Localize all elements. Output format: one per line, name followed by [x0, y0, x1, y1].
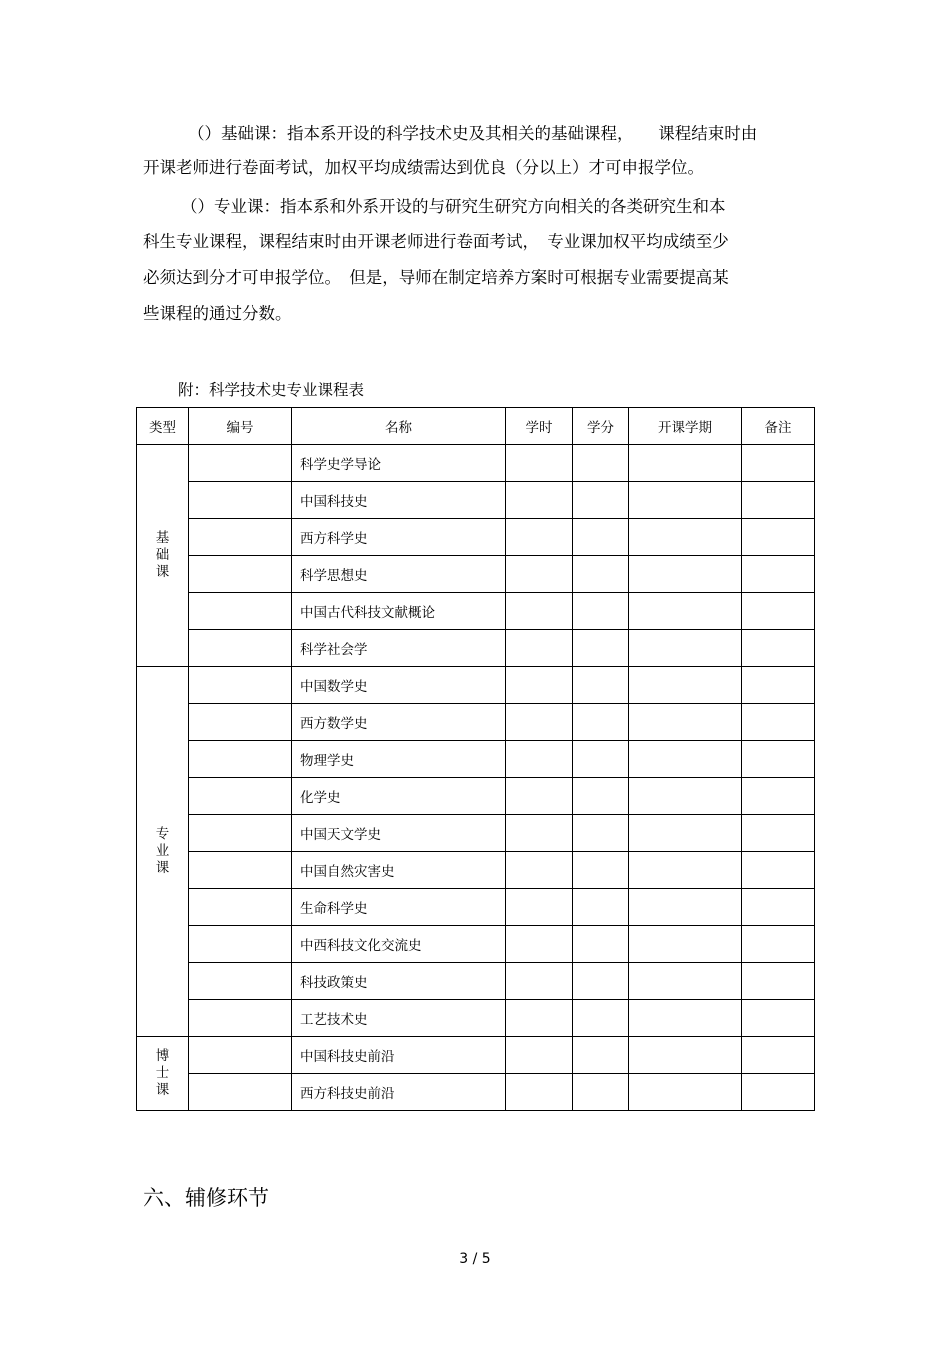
- course-hours-cell: [506, 704, 573, 741]
- course-semester-cell: [629, 704, 742, 741]
- course-name-cell: 中国天文学史: [292, 815, 506, 852]
- table-row: [137, 704, 815, 741]
- course-name-cell: 科学思想史: [292, 556, 506, 593]
- course-credits-cell: [573, 1074, 629, 1111]
- course-semester-cell: [629, 667, 742, 704]
- table-row: [137, 852, 815, 889]
- course-code-cell: [189, 963, 292, 1000]
- course-code-cell: [189, 889, 292, 926]
- course-code-cell: [189, 1000, 292, 1037]
- course-name-cell: 中国自然灾害史: [292, 852, 506, 889]
- course-code-cell: [189, 815, 292, 852]
- course-hours-cell: [506, 667, 573, 704]
- course-credits-cell: [573, 963, 629, 1000]
- header-semester: 开课学期: [629, 408, 742, 445]
- course-hours-cell: [506, 852, 573, 889]
- table-row: [137, 482, 815, 519]
- basic-course-para-line2: 开课老师进行卷面考试，加权平均成绩需达到优良（分以上）才可申报学位。: [143, 158, 704, 177]
- course-notes-cell: [742, 852, 815, 889]
- course-name-cell: 物理学史: [292, 741, 506, 778]
- course-type-label: 博士课: [155, 1048, 170, 1098]
- course-type-cell: [137, 1037, 189, 1111]
- course-notes-cell: [742, 593, 815, 630]
- course-credits-cell: [573, 482, 629, 519]
- course-name-cell: 西方科技史前沿: [292, 1074, 506, 1111]
- table-row: [137, 519, 815, 556]
- course-hours-cell: [506, 1037, 573, 1074]
- course-hours-cell: [506, 815, 573, 852]
- course-name-cell: 科学社会学: [292, 630, 506, 667]
- course-semester-cell: [629, 519, 742, 556]
- table-row: [137, 630, 815, 667]
- course-hours-cell: [506, 889, 573, 926]
- course-credits-cell: [573, 445, 629, 482]
- course-hours-cell: [506, 482, 573, 519]
- table-row: [137, 667, 815, 704]
- course-semester-cell: [629, 963, 742, 1000]
- table-row: [137, 963, 815, 1000]
- major-course-para-line4: 些课程的通过分数。: [143, 304, 292, 323]
- course-hours-cell: [506, 963, 573, 1000]
- table-header-row: [137, 408, 815, 445]
- course-type-cell: [137, 445, 189, 667]
- header-code: 编号: [189, 408, 292, 445]
- course-credits-cell: [573, 852, 629, 889]
- course-hours-cell: [506, 1000, 573, 1037]
- course-type-label: 基础课: [155, 530, 170, 580]
- course-credits-cell: [573, 741, 629, 778]
- page-number: 3 / 5: [459, 1251, 491, 1267]
- course-semester-cell: [629, 778, 742, 815]
- course-notes-cell: [742, 889, 815, 926]
- course-notes-cell: [742, 667, 815, 704]
- course-semester-cell: [629, 445, 742, 482]
- course-semester-cell: [629, 852, 742, 889]
- major-course-para-line2: 科生专业课程，课程结束时由开课老师进行卷面考试， 专业课加权平均成绩至少: [143, 232, 729, 251]
- table-row: [137, 741, 815, 778]
- course-hours-cell: [506, 1074, 573, 1111]
- course-type-cell: [137, 667, 189, 1037]
- course-credits-cell: [573, 556, 629, 593]
- header-credits: 学分: [573, 408, 629, 445]
- major-course-para-line3: 必须达到分才可申报学位。 但是，导师在制定培养方案时可根据专业需要提高某: [143, 268, 729, 287]
- course-semester-cell: [629, 815, 742, 852]
- course-semester-cell: [629, 556, 742, 593]
- course-semester-cell: [629, 593, 742, 630]
- course-code-cell: [189, 667, 292, 704]
- course-hours-cell: [506, 519, 573, 556]
- course-name-cell: 西方数学史: [292, 704, 506, 741]
- course-code-cell: [189, 593, 292, 630]
- course-hours-cell: [506, 741, 573, 778]
- header-type: 类型: [137, 408, 189, 445]
- course-notes-cell: [742, 963, 815, 1000]
- course-type-label: 专业课: [155, 826, 170, 876]
- course-credits-cell: [573, 704, 629, 741]
- course-name-cell: 中国古代科技文献概论: [292, 593, 506, 630]
- course-credits-cell: [573, 667, 629, 704]
- course-credits-cell: [573, 630, 629, 667]
- major-course-para-line1: （）专业课：指本系和外系开设的与研究生研究方向相关的各类研究生和本: [181, 197, 726, 216]
- table-row: [137, 1037, 815, 1074]
- table-row: [137, 1000, 815, 1037]
- course-code-cell: [189, 445, 292, 482]
- course-credits-cell: [573, 1037, 629, 1074]
- course-notes-cell: [742, 556, 815, 593]
- table-row: [137, 778, 815, 815]
- table-row: [137, 815, 815, 852]
- course-notes-cell: [742, 519, 815, 556]
- course-code-cell: [189, 852, 292, 889]
- course-notes-cell: [742, 445, 815, 482]
- course-notes-cell: [742, 1000, 815, 1037]
- course-credits-cell: [573, 889, 629, 926]
- table-row: [137, 926, 815, 963]
- course-code-cell: [189, 1074, 292, 1111]
- course-name-cell: 中西科技文化交流史: [292, 926, 506, 963]
- course-credits-cell: [573, 778, 629, 815]
- course-notes-cell: [742, 778, 815, 815]
- course-semester-cell: [629, 926, 742, 963]
- header-hours: 学时: [506, 408, 573, 445]
- course-credits-cell: [573, 593, 629, 630]
- course-code-cell: [189, 1037, 292, 1074]
- course-code-cell: [189, 778, 292, 815]
- course-notes-cell: [742, 926, 815, 963]
- course-name-cell: 科技政策史: [292, 963, 506, 1000]
- course-semester-cell: [629, 482, 742, 519]
- course-hours-cell: [506, 445, 573, 482]
- course-name-cell: 生命科学史: [292, 889, 506, 926]
- course-code-cell: [189, 741, 292, 778]
- basic-course-para-line1: （）基础课：指本系开设的科学技术史及其相关的基础课程， 课程结束时由: [188, 124, 758, 143]
- course-code-cell: [189, 630, 292, 667]
- course-table: [136, 407, 815, 1111]
- course-semester-cell: [629, 1000, 742, 1037]
- course-notes-cell: [742, 630, 815, 667]
- course-table-body: [137, 445, 815, 1111]
- course-code-cell: [189, 704, 292, 741]
- course-name-cell: 科学史学导论: [292, 445, 506, 482]
- table-caption: 附：科学技术史专业课程表: [178, 381, 365, 399]
- course-notes-cell: [742, 1037, 815, 1074]
- course-name-cell: 西方科学史: [292, 519, 506, 556]
- course-hours-cell: [506, 630, 573, 667]
- course-name-cell: 中国科技史: [292, 482, 506, 519]
- course-semester-cell: [629, 1074, 742, 1111]
- course-code-cell: [189, 519, 292, 556]
- course-semester-cell: [629, 630, 742, 667]
- course-name-cell: 中国科技史前沿: [292, 1037, 506, 1074]
- section-heading: 六、辅修环节: [143, 1186, 269, 1210]
- course-name-cell: 中国数学史: [292, 667, 506, 704]
- course-hours-cell: [506, 778, 573, 815]
- header-notes: 备注: [742, 408, 815, 445]
- course-semester-cell: [629, 1037, 742, 1074]
- table-row: [137, 889, 815, 926]
- course-semester-cell: [629, 889, 742, 926]
- course-credits-cell: [573, 1000, 629, 1037]
- course-semester-cell: [629, 741, 742, 778]
- table-row: [137, 556, 815, 593]
- course-notes-cell: [742, 741, 815, 778]
- course-credits-cell: [573, 815, 629, 852]
- course-credits-cell: [573, 926, 629, 963]
- course-name-cell: 化学史: [292, 778, 506, 815]
- course-notes-cell: [742, 704, 815, 741]
- course-notes-cell: [742, 1074, 815, 1111]
- course-name-cell: 工艺技术史: [292, 1000, 506, 1037]
- table-row: [137, 593, 815, 630]
- course-notes-cell: [742, 482, 815, 519]
- course-code-cell: [189, 556, 292, 593]
- course-code-cell: [189, 482, 292, 519]
- header-name: 名称: [292, 408, 506, 445]
- course-hours-cell: [506, 926, 573, 963]
- table-row: [137, 1074, 815, 1111]
- table-row: [137, 445, 815, 482]
- course-credits-cell: [573, 519, 629, 556]
- course-notes-cell: [742, 815, 815, 852]
- course-hours-cell: [506, 593, 573, 630]
- course-code-cell: [189, 926, 292, 963]
- course-hours-cell: [506, 556, 573, 593]
